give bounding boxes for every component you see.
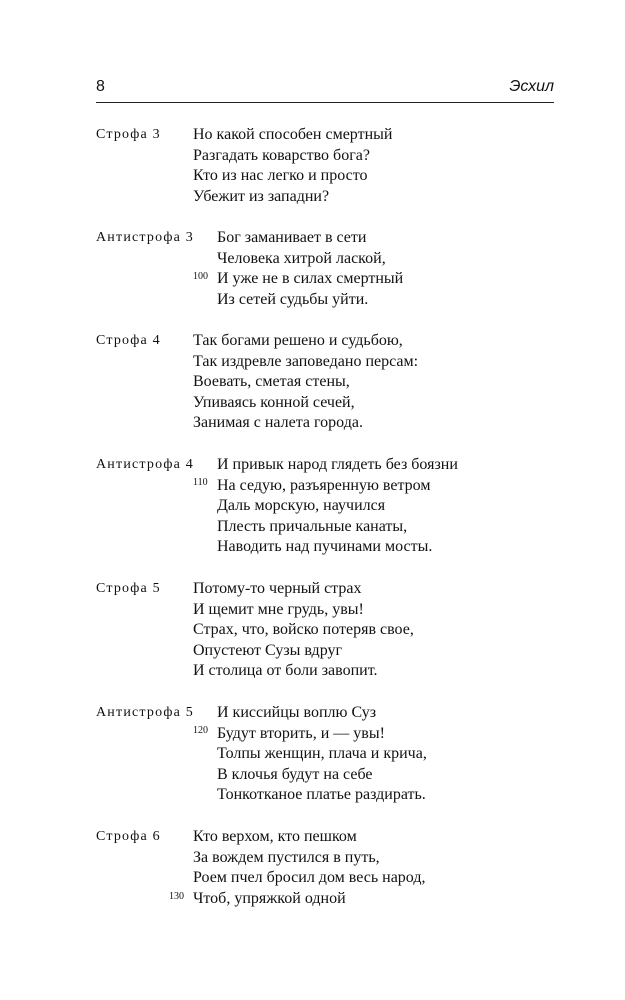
stanza-label: Строфа 3 xyxy=(96,127,161,142)
stanza-label: Строфа 6 xyxy=(96,829,161,844)
stanza-label: Антистрофа 3 xyxy=(96,230,194,245)
page-header xyxy=(96,78,554,100)
verse-line: Опустеют Сузы вдруг xyxy=(193,641,343,659)
verse-line: Наводить над пучинами мосты. xyxy=(217,538,433,556)
verse-line: Тонкотканое платье раздирать. xyxy=(217,786,426,804)
verse-line: Разгадать коварство бога? xyxy=(193,146,370,164)
verse-line: Воевать, сметая стены, xyxy=(193,373,350,391)
verse-line: Будут вторить, и — увы! xyxy=(217,724,385,742)
verse-line: Потому-то черный страх xyxy=(193,580,362,597)
verse-line: Из сетей судьбы уйти. xyxy=(217,290,369,308)
verse-line: И уже не в силах смертный xyxy=(217,270,404,288)
verse-line: И киссийцы воплю Суз xyxy=(217,704,377,721)
verse-line: Толпы женщин, плача и крича, xyxy=(217,745,427,763)
verse-line: И щемит мне грудь, увы! xyxy=(193,600,364,618)
stanza-label: Строфа 4 xyxy=(96,333,161,348)
page-number: 8 xyxy=(96,78,105,95)
verse-line: На седую, разъяренную ветром xyxy=(217,476,431,494)
verse-line: За вождем пустился в путь, xyxy=(193,848,380,866)
running-title: Эсхил xyxy=(509,78,554,95)
verse-line: Так издревле заповедано персам: xyxy=(193,352,419,370)
verse-line: Человека хитрой лаской, xyxy=(217,249,386,267)
verse-line: Упиваясь конной сечей, xyxy=(193,393,355,411)
verse-line: Занимая с налета города. xyxy=(193,414,363,432)
verse-line: Так богами решено и судьбою, xyxy=(193,332,403,349)
line-number: 110 xyxy=(193,477,208,488)
line-number: 130 xyxy=(169,891,184,902)
verse-line: Кто из нас легко и просто xyxy=(193,167,368,185)
verse-line: Чтоб, упряжкой одной xyxy=(193,889,346,907)
verse-line: В клочья будут на себе xyxy=(217,765,373,783)
verse-line: Бог заманивает в сети xyxy=(217,229,367,246)
verse-line: Страх, что, войско потеряв свое, xyxy=(193,621,414,639)
stanza-label: Антистрофа 4 xyxy=(96,457,194,472)
header-rule xyxy=(96,102,554,103)
stanza-label: Антистрофа 5 xyxy=(96,705,194,720)
verse-line: Кто верхом, кто пешком xyxy=(193,828,357,845)
verse-line: Даль морскую, научился xyxy=(217,497,386,515)
verse-line: Но какой способен смертный xyxy=(193,126,393,143)
verse-line: Плесть причальные канаты, xyxy=(217,517,408,535)
verse-line: И привык народ глядеть без боязни xyxy=(217,456,458,473)
verse-line: И столица от боли завопит. xyxy=(193,662,378,680)
verse-line: Убежит из западни? xyxy=(193,187,330,205)
stanza-label: Строфа 5 xyxy=(96,581,161,596)
line-number: 100 xyxy=(193,271,208,282)
line-number: 120 xyxy=(193,725,208,736)
verse-line: Роем пчел бросил дом весь народ, xyxy=(193,869,426,887)
